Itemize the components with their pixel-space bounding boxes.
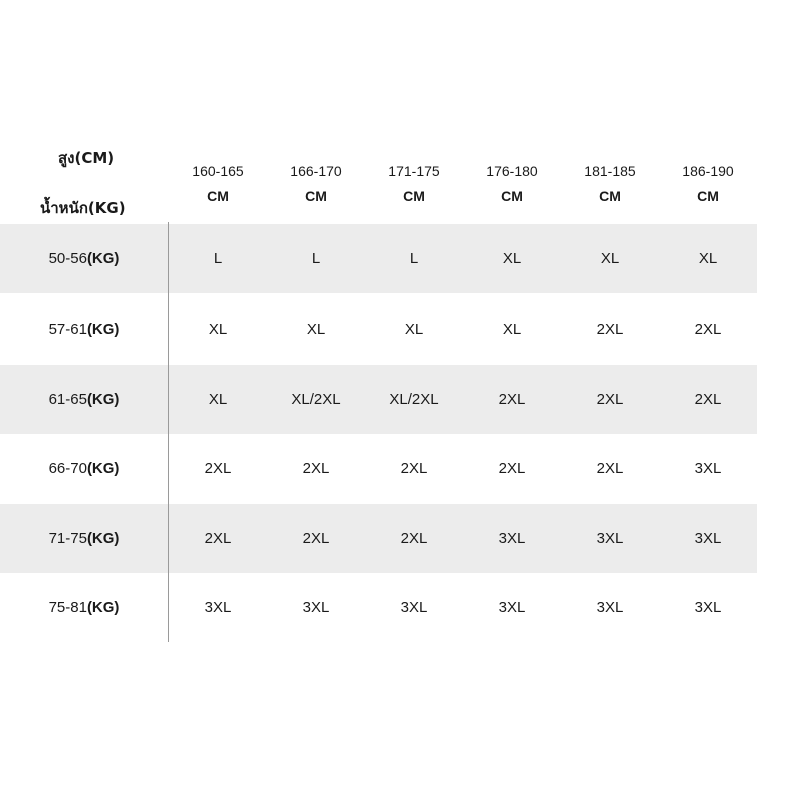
- size-cell: 2XL: [498, 391, 526, 408]
- row-range: 75-81: [48, 599, 87, 616]
- size-cell: XL: [502, 321, 522, 338]
- column-range: 186-190: [682, 163, 734, 179]
- size-cell: 3XL: [400, 599, 428, 616]
- size-cell: XL: [502, 250, 522, 267]
- size-cell: 2XL: [204, 530, 232, 547]
- table-row: [0, 224, 757, 293]
- table-row: [0, 434, 757, 503]
- column-header-3: [365, 162, 463, 205]
- table-row: [0, 295, 757, 364]
- weight-axis-label: น้ำหนัก(KG): [40, 199, 126, 217]
- row-range: 61-65: [48, 391, 87, 408]
- height-axis-label: สูง(CM): [58, 149, 115, 167]
- size-cell: L: [311, 250, 321, 267]
- size-cell: 2XL: [694, 391, 722, 408]
- size-cell: XL: [208, 391, 228, 408]
- row-range: 66-70: [48, 460, 87, 477]
- column-header-6: [659, 162, 757, 205]
- row-label: [0, 573, 168, 642]
- size-cell: 2XL: [302, 530, 330, 547]
- size-cell: 3XL: [498, 599, 526, 616]
- size-cell: 3XL: [204, 599, 232, 616]
- size-cell: 2XL: [596, 460, 624, 477]
- column-unit: CM: [305, 188, 327, 204]
- size-cell: 3XL: [302, 599, 330, 616]
- row-label: [0, 504, 168, 573]
- column-range: 176-180: [486, 163, 538, 179]
- column-range: 166-170: [290, 163, 342, 179]
- size-cell: XL/2XL: [291, 391, 341, 408]
- row-range: 50-56: [48, 250, 87, 267]
- row-range: 71-75: [48, 530, 87, 547]
- size-cell: 3XL: [498, 530, 526, 547]
- row-unit: (KG): [86, 599, 120, 616]
- row-label: [0, 365, 168, 434]
- size-cell: 2XL: [498, 460, 526, 477]
- row-unit: (KG): [86, 391, 120, 408]
- size-cell: 3XL: [694, 599, 722, 616]
- column-unit: CM: [697, 188, 719, 204]
- column-range: 160-165: [192, 163, 244, 179]
- vertical-divider: [168, 222, 169, 642]
- row-label: [0, 434, 168, 503]
- size-cell: XL: [404, 321, 424, 338]
- column-header-2: [267, 162, 365, 205]
- column-header-1: [169, 162, 267, 205]
- size-cell: 2XL: [302, 460, 330, 477]
- size-cell: XL: [306, 321, 326, 338]
- size-cell: 2XL: [400, 530, 428, 547]
- column-unit: CM: [207, 188, 229, 204]
- column-header-4: [463, 162, 561, 205]
- size-cell: XL: [698, 250, 718, 267]
- size-cell: 2XL: [400, 460, 428, 477]
- row-label: [0, 295, 168, 364]
- size-cell: 3XL: [694, 530, 722, 547]
- row-unit: (KG): [86, 460, 120, 477]
- column-range: 171-175: [388, 163, 440, 179]
- row-unit: (KG): [86, 250, 120, 267]
- size-cell: XL: [208, 321, 228, 338]
- column-header-5: [561, 162, 659, 205]
- column-range: 181-185: [584, 163, 636, 179]
- row-unit: (KG): [86, 530, 120, 547]
- row-label: [0, 224, 168, 293]
- size-cell: 2XL: [204, 460, 232, 477]
- size-cell: 2XL: [596, 391, 624, 408]
- size-cell: 2XL: [596, 321, 624, 338]
- column-unit: CM: [403, 188, 425, 204]
- size-cell: L: [409, 250, 419, 267]
- table-row: [0, 573, 757, 642]
- size-cell: XL: [600, 250, 620, 267]
- size-cell: 3XL: [596, 530, 624, 547]
- column-unit: CM: [501, 188, 523, 204]
- size-cell: 2XL: [694, 321, 722, 338]
- size-cell: 3XL: [694, 460, 722, 477]
- row-unit: (KG): [86, 321, 120, 338]
- row-range: 57-61: [48, 321, 87, 338]
- table-row: [0, 365, 757, 434]
- size-cell: L: [213, 250, 223, 267]
- column-unit: CM: [599, 188, 621, 204]
- table-row: [0, 504, 757, 573]
- size-cell: 3XL: [596, 599, 624, 616]
- size-cell: XL/2XL: [389, 391, 439, 408]
